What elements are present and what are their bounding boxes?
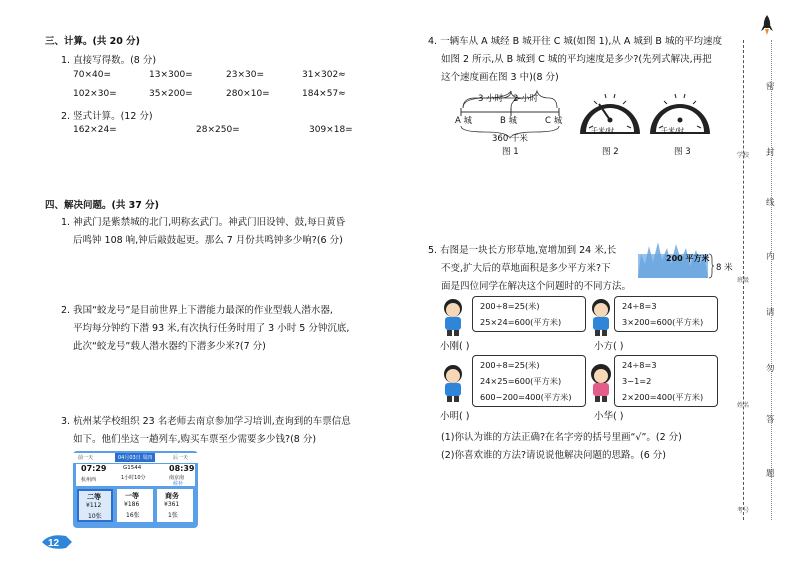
problem-2-line: 平均每分钟约下潜 93 米,有次执行任务时用了 3 小时 5 分钟沉底,	[73, 323, 350, 334]
problem-5-line: 面是四位同学在解决这个问题时的不同方法。	[441, 281, 632, 292]
ticket-arr-station: 南京南	[169, 475, 185, 481]
student-xiaofang-avatar	[588, 298, 614, 336]
problem-2-line: 此次“蛟龙号”载人潜水器约下潜多少米?(7 分)	[73, 341, 266, 352]
seat-option-first[interactable]: 一等 ¥186 16张	[117, 489, 153, 522]
fig1-time-bc: 2 小时	[513, 94, 539, 104]
binder-field-label: 学校	[737, 152, 750, 159]
fig1-time-ab: 3 小时	[478, 94, 504, 104]
q1-item: 184×57≈	[302, 89, 346, 99]
student-xiaoming-avatar	[440, 364, 466, 402]
seal-char: 线	[766, 198, 775, 208]
seat-option-business[interactable]: 商务 ¥361 1张	[157, 489, 193, 522]
student-solution-bubble: 24÷8=3 3−1=2 2×200=400(平方米)	[614, 355, 718, 407]
student-xiaofang-name: 小方( )	[594, 341, 624, 352]
binder-field-label: 考号	[737, 507, 750, 514]
ticket-waitlist-flag: 候补	[173, 481, 184, 487]
problem-1-line: 后鸣钟 108 响,钟后敲鼓起更。那么 7 月份共鸣钟多少响?(6 分)	[73, 235, 343, 246]
student-xiaohua-avatar	[588, 364, 614, 402]
ticket-arr-time: 08:39	[169, 464, 195, 473]
q1-item: 31×302≈	[302, 70, 346, 80]
grass-width-bracket	[708, 253, 714, 279]
seal-char: 密	[766, 82, 775, 92]
fig3-caption: 图 3	[674, 147, 691, 157]
grass-width-label: 8 米	[716, 263, 733, 273]
train-ticket-panel	[73, 451, 198, 528]
q2-item: 28×250=	[196, 125, 240, 135]
ticket-next-day: 后一天	[173, 455, 189, 461]
q1-item: 280×10=	[226, 89, 270, 99]
fig1-city-a: A 城	[455, 116, 473, 126]
problem-1-line: 1. 神武门是紫禁城的北门,明称玄武门。神武门旧设钟、鼓,每日黄昏	[61, 217, 346, 228]
page-number: 12	[48, 538, 60, 549]
problem-5-line: 5. 右图是一块长方形草地,宽增加到 24 米,长	[428, 245, 617, 256]
student-xiaohua-name: 小华( )	[594, 411, 624, 422]
q1-item: 13×300=	[149, 70, 193, 80]
q1-item: 35×200=	[149, 89, 193, 99]
student-xiaogang-name: 小刚( )	[440, 341, 470, 352]
ticket-dep-station: 杭州西	[81, 477, 97, 483]
ticket-date: 04月03日 周四	[115, 453, 155, 462]
q1-item: 102×30=	[73, 89, 117, 99]
problem-4-line: 这个速度画在图 3 中)(8 分)	[441, 72, 559, 83]
q1-title: 1. 直接写得数。(8 分)	[61, 55, 157, 66]
problem-3-line: 3. 杭州某学校组织 23 名老师去南京参加学习培训,查询到的车票信息	[61, 416, 351, 427]
binder-field-label: 姓名	[737, 402, 750, 409]
binder-field-label: 班级	[737, 277, 750, 284]
problem-5-sub-2: (2)你喜欢谁的方法?请说说他解决问题的思路。(6 分)	[441, 450, 666, 461]
student-solution-bubble: 200÷8=25(米) 24×25=600(平方米) 600−200=400(平方米)	[472, 355, 586, 407]
problem-3-line: 如下。他们坐这一趟列车,购买车票至少需要多少钱?(8 分)	[73, 434, 317, 445]
student-solution-bubble: 24÷8=3 3×200=600(平方米)	[614, 296, 718, 332]
problem-4-line: 4. 一辆车从 A 城经 B 城开往 C 城(如图 1),从 A 城到 B 城的平均速度	[428, 36, 722, 47]
student-xiaogang-avatar	[440, 298, 466, 336]
page-number-badge	[40, 533, 74, 551]
ticket-prev-day: 前一天	[78, 455, 94, 461]
rocket-icon	[760, 14, 774, 36]
fig3-unit: 千米/时	[661, 127, 685, 135]
seal-char: 勿	[766, 364, 775, 374]
seal-char: 请	[766, 308, 775, 318]
q2-title: 2. 竖式计算。(12 分)	[61, 111, 153, 122]
fig1-distance: 360 千米	[492, 134, 528, 144]
seal-char: 答	[766, 415, 775, 425]
ticket-dep-time: 07:29	[81, 464, 107, 473]
fig1-caption: 图 1	[502, 147, 519, 157]
section-3-title: 三、计算。(共 20 分)	[45, 36, 141, 47]
binding-dotted-line	[771, 40, 772, 520]
q2-item: 162×24=	[73, 125, 117, 135]
seal-char: 题	[766, 469, 775, 479]
problem-5-sub-1: (1)你认为谁的方法正确?在名字旁的括号里画“√”。(2 分)	[441, 432, 682, 443]
fig1-city-b: B 城	[500, 116, 518, 126]
grass-area-label: 200 平方米	[666, 254, 710, 263]
problem-2-line: 2. 我国“蛟龙号”是目前世界上下潜能力最深的作业型载人潜水器,	[61, 305, 333, 316]
seal-char: 封	[766, 148, 775, 158]
q1-item: 70×40=	[73, 70, 111, 80]
q2-item: 309×18=	[309, 125, 353, 135]
problem-5-line: 不变,扩大后的草地面积是多少平方米?下	[441, 263, 611, 274]
seat-option-second[interactable]: 二等 ¥112 10张	[77, 489, 113, 522]
section-4-title: 四、解决问题。(共 37 分)	[45, 200, 160, 211]
fig2-caption: 图 2	[602, 147, 619, 157]
ticket-train-no: G1544	[123, 465, 142, 471]
fig2-unit: 千米/时	[591, 127, 615, 135]
student-xiaoming-name: 小明( )	[440, 411, 470, 422]
problem-4-line: 如图 2 所示,从 B 城到 C 城的平均速度是多少?(先列式解决,再把	[441, 54, 712, 65]
seal-char: 内	[766, 252, 775, 262]
q1-item: 23×30=	[226, 70, 264, 80]
fig1-city-c: C 城	[545, 116, 563, 126]
student-solution-bubble: 200÷8=25(米) 25×24=600(平方米)	[472, 296, 586, 332]
ticket-duration: 1小时10分	[121, 475, 146, 481]
